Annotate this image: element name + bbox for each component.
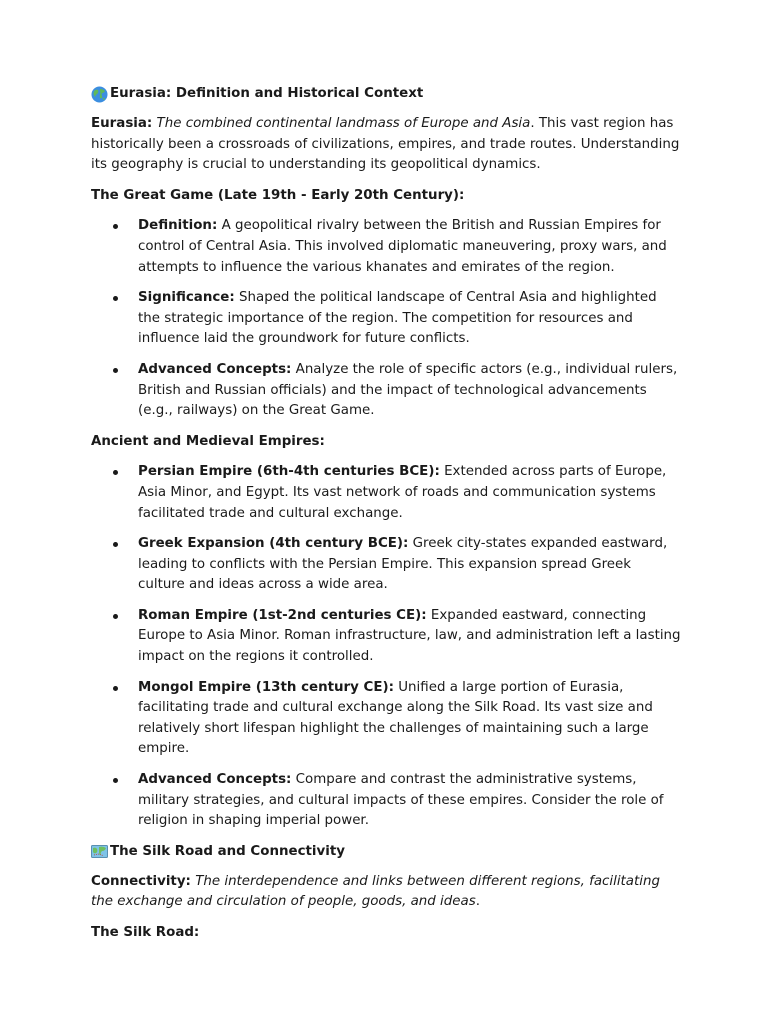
definition: The combined continental landmass of Europe and Asia xyxy=(156,116,531,131)
eurasia-definition-paragraph xyxy=(91,114,681,176)
heading-text: Eurasia: Definition and Historical Context xyxy=(110,85,424,101)
connectivity-definition-paragraph xyxy=(91,872,681,913)
item-text: Compare and contrast the administrative systems, military strategies, and cultural impacts of these empires. Consider the role of religion in shaping imperial power. xyxy=(138,772,664,829)
list-item xyxy=(91,360,681,422)
great-game-list xyxy=(91,216,681,421)
term: Connectivity: xyxy=(91,873,191,889)
map-icon xyxy=(91,843,108,860)
item-term: Definition: xyxy=(138,218,218,234)
item-term: Persian Empire (6th-4th centuries BCE): xyxy=(138,464,440,480)
paragraph-text: . This vast region has historically been a crossroads of civilizations, empires, and trade routes. Understanding its geography is crucial to understanding its geopolitical dynamics. xyxy=(91,116,680,173)
item-text: Expanded eastward, connecting Europe to Asia Minor. Roman infrastructure, law, and administration left a lasting impact on the regions it controlled. xyxy=(138,607,681,665)
document-page xyxy=(91,84,681,954)
list-item xyxy=(91,606,681,668)
item-term: Mongol Empire (13th century CE): xyxy=(138,679,394,695)
item-term: Roman Empire (1st-2nd centuries CE): xyxy=(138,607,427,623)
list-item xyxy=(91,770,681,832)
item-text: Greek city-states expanded eastward, leading to conflicts with the Persian Empire. This expansion spread Greek culture and ideas across a wide area. xyxy=(138,536,668,593)
definition: The interdependence and links between different regions, facilitating the exchange and circulation of people, goods, and ideas xyxy=(91,873,660,910)
item-term: Greek Expansion (4th century BCE): xyxy=(138,536,409,552)
empires-label: Ancient and Medieval Empires: xyxy=(91,433,325,449)
list-item xyxy=(91,534,681,596)
section-heading-eurasia xyxy=(91,84,681,104)
list-item xyxy=(91,678,681,760)
list-item xyxy=(91,216,681,278)
heading-text: The Silk Road and Connectivity xyxy=(110,843,345,859)
item-text: Analyze the role of specific actors (e.g., individual rulers, British and Russian officials) and the impact of technological advancements (e.g., railways) on the Great Game. xyxy=(138,361,678,419)
item-text: Extended across parts of Europe, Asia Minor, and Egypt. Its vast network of roads and communication systems facilitated trade and cultural exchange. xyxy=(138,464,667,521)
silk-road-label: The Silk Road: xyxy=(91,925,200,940)
globe-icon xyxy=(91,86,108,103)
item-text: Shaped the political landscape of Central Asia and highlighted the strategic importance of the region. The competition for resources and influence laid the groundwork for future conflicts. xyxy=(138,290,657,347)
great-game-label: The Great Game (Late 19th - Early 20th Century): xyxy=(91,187,465,203)
empires-list xyxy=(91,462,681,832)
item-text: Unified a large portion of Eurasia, facilitating trade and cultural exchange along the Silk Road. Its vast size and relatively short lifespan highlight the challenges of maintaining such a large empire. xyxy=(138,679,653,757)
paragraph-text: . xyxy=(475,894,480,910)
list-item xyxy=(91,288,681,350)
term: Eurasia: xyxy=(91,116,153,131)
item-term: Significance: xyxy=(138,290,235,306)
item-text: A geopolitical rivalry between the British and Russian Empires for control of Central Asia. This involved diplomatic maneuvering, proxy wars, and attempts to influence the various khanates and emirates of the region. xyxy=(138,218,667,275)
item-term: Advanced Concepts: xyxy=(138,361,292,377)
list-item xyxy=(91,462,681,524)
item-term: Advanced Concepts: xyxy=(138,772,292,788)
section-heading-silk-road xyxy=(91,842,681,862)
